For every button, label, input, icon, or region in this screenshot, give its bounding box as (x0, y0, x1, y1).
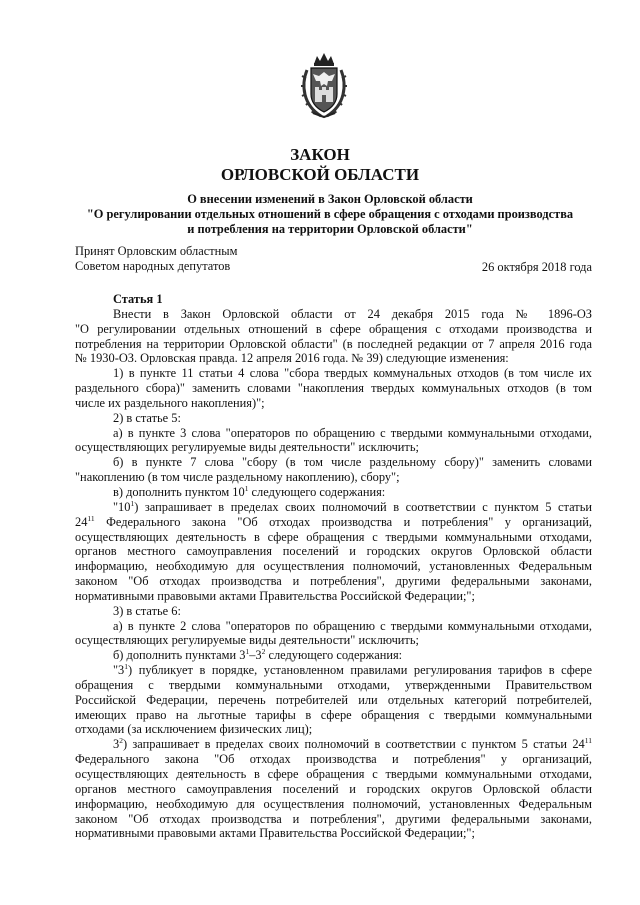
document-title: ЗАКОН (290, 145, 350, 164)
coat-of-arms-emblem (299, 50, 349, 120)
text-fragment: 3 (113, 737, 120, 752)
text-line (75, 648, 592, 663)
text-line: законом "Об отходах производства и потребления", другими федеральными законами, (75, 574, 592, 589)
article-body (75, 292, 592, 841)
text-line: отходами (за исключением физических лиц); (75, 722, 313, 737)
text-line: информацию, необходимую для осуществления полномочий, установленных Федеральным (75, 559, 592, 574)
subtitle-line: и потребления на территории Орловской области" (187, 221, 473, 236)
text-line: осуществляющих регулируемые виды деятельности" исключить; (75, 633, 419, 648)
text-line: "накоплению (в том числе раздельному накоплению), сбору"; (75, 470, 400, 485)
paragraph (75, 485, 592, 500)
superscript: 11 (87, 513, 95, 523)
paragraph (75, 500, 592, 604)
text-line: обращения с твердыми коммунальными отходами, утвержденными Правительством (75, 677, 592, 692)
text-line: осуществляющих деятельность в сфере обращения с твердыми коммунальными отходами, (75, 767, 592, 781)
text-line: нормативными правовыми актами Правительства Российской Федерации;"; (75, 826, 475, 841)
superscript: 1 (130, 498, 135, 508)
text-line: а) в пункте 2 слова "операторов по обращению с твердыми коммунальными отходами, (113, 618, 592, 633)
text-fragment: б) дополнить пунктами 3 (113, 648, 246, 663)
text-line (75, 737, 592, 752)
article-title: Статья 1 (113, 292, 163, 306)
paragraph (75, 737, 592, 841)
text-fragment: следующего содержания: (248, 484, 386, 499)
adoption-date: 26 октября 2018 года (481, 260, 592, 274)
text-line: 3) в статье 6: (113, 603, 181, 618)
text-fragment: "10 (113, 499, 131, 514)
text-fragment: следующего содержания: (265, 648, 403, 663)
paragraph (75, 604, 592, 619)
region-title: ОРЛОВСКОЙ ОБЛАСТИ (220, 165, 420, 184)
text-line: № 1930-ОЗ. Орловская правда. 12 апреля 2016 года. № 39) следующие изменения: (75, 351, 509, 366)
paragraph (75, 411, 592, 426)
text-line: законом "Об отходах производства и потребления", другими федеральными законами, (75, 811, 592, 826)
superscript: 2 (119, 736, 123, 746)
text-line (75, 515, 592, 530)
paragraph (75, 663, 592, 737)
paragraph (75, 426, 592, 456)
paragraph (75, 455, 592, 485)
superscript: 2 (261, 647, 266, 657)
text-line: Российской Федерации, перечень потребителей или отдельных категорий потребителей, (75, 692, 592, 707)
text-line: 2) в статье 5: (113, 410, 181, 425)
text-fragment: 24 (75, 514, 88, 529)
text-line: имеющих право на льготные тарифы в сфере обращения с твердыми коммунальными (75, 707, 592, 722)
superscript: 11 (584, 736, 592, 746)
text-fragment: ) запрашивает в пределах своих полномочий в соответствии с пунктом 5 статьи 24 (122, 737, 585, 752)
text-line: 1) в пункте 11 статьи 4 слова "сбора твердых коммунальных отходов (в том числе их (113, 366, 592, 381)
text-fragment: –3 (249, 648, 262, 663)
text-line: Внести в Закон Орловской области от 24 декабря 2015 года № 1896-ОЗ (113, 306, 592, 321)
text-line: нормативными правовыми актами Правительства Российской Федерации;"; (75, 588, 475, 603)
text-line: числе их раздельного накопления)"; (75, 395, 265, 410)
text-line: информацию, необходимую для осуществления полномочий, установленных Федеральным (75, 796, 592, 811)
subtitle-line: О внесении изменений в Закон Орловской области (187, 192, 473, 206)
law-subtitle (60, 192, 600, 236)
text-line: осуществляющих деятельность в сфере обращения с твердыми коммунальными отходами, (75, 529, 592, 544)
text-fragment: ) публикует в порядке, установленном правилами регулирования тарифов в сфере (128, 663, 592, 678)
text-fragment: в) дополнить пунктом 10 (113, 484, 245, 499)
text-fragment: Федерального закона "Об отходах производства и потребления" у организаций, (94, 514, 592, 529)
text-line: а) в пункте 3 слова "операторов по обращению с твердыми коммунальными отходами, (113, 425, 592, 440)
text-line: потребления на территории Орловской области" (в последней редакции от 7 апреля 2016 года (75, 336, 592, 351)
text-line: раздельного сбора)" заменить словами "накопления твердых коммунальных отходов (в том (75, 381, 592, 396)
superscript: 1 (245, 647, 250, 657)
superscript: 1 (124, 661, 129, 671)
subtitle-line: "О регулировании отдельных отношений в сфере обращения с отходами производства (86, 206, 574, 221)
text-line (75, 663, 592, 678)
text-line: органов местного самоуправления поселений и городских округов Орловской области (75, 544, 592, 559)
paragraph (75, 307, 592, 366)
text-line: б) в пункте 7 слова "сбору (в том числе раздельному сбору)" заменить словами (113, 455, 592, 470)
text-line: "О регулировании отдельных отношений в сфере обращения с отходами производства и (75, 321, 592, 336)
text-fragment: ) запрашивает в пределах своих полномочий в соответствии с пунктом 5 статьи (134, 499, 592, 514)
superscript: 1 (244, 483, 249, 493)
text-line: Федерального закона "Об отходах производства и потребления" у организаций, (75, 752, 592, 767)
adoption-note (75, 244, 237, 274)
paragraph (75, 648, 592, 663)
paragraph (75, 366, 592, 411)
paragraph (75, 619, 592, 649)
adoption-line: Принят Орловским областным (75, 244, 238, 258)
text-fragment: "3 (113, 663, 125, 678)
adoption-line: Советом народных депутатов (75, 259, 231, 273)
text-line (75, 500, 592, 515)
text-line: осуществляющих регулируемые виды деятельности" исключить; (75, 440, 419, 455)
text-line (75, 485, 592, 500)
text-line: органов местного самоуправления поселений и городских округов Орловской области (75, 781, 592, 796)
